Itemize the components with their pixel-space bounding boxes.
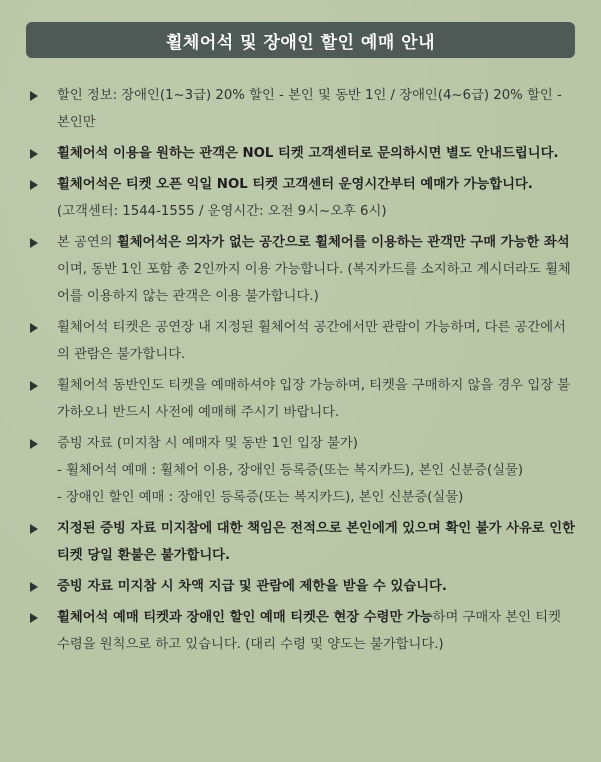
list-item-wheelchair-seat-policy xyxy=(26,229,575,310)
triangle-bullet-icon xyxy=(30,149,38,159)
triangle-bullet-icon xyxy=(30,238,38,248)
list-item-discount-info xyxy=(26,82,575,136)
triangle-bullet-icon xyxy=(30,180,38,190)
triangle-bullet-icon xyxy=(30,439,38,449)
item-text-bold: 휠체어석 예매 티켓과 장애인 할인 예매 티켓은 현장 수령만 가능 xyxy=(57,610,433,625)
item-sub-wheelchair: - 휠체어석 예매 : 휠체어 이용, 장애인 등록증(또는 복지카드), 본인 신분증(실물) xyxy=(57,463,524,478)
list-item-refund-policy xyxy=(26,515,575,569)
list-item-viewing-restriction xyxy=(26,573,575,600)
item-text-post: 하며 구매자 본인 티켓 수령을 원칙으로 하고 있습니다. (대리 수령 및 양도는 불가합니다.) xyxy=(57,610,561,652)
item-text-bold: 휠체어석은 의자가 없는 공간으로 휠체어를 이용하는 관객만 구매 가능한 좌석 xyxy=(116,235,570,250)
item-sub-discount: - 장애인 할인 예매 : 장애인 등록증(또는 복지카드), 본인 신분증(실물) xyxy=(57,490,464,505)
page-title: 휠체어석 및 장애인 할인 예매 안내 xyxy=(26,22,575,58)
item-text: 휠체어석은 티켓 오픈 익일 NOL 티켓 고객센터 운영시간부터 예매가 가능합니다. xyxy=(57,177,533,192)
triangle-bullet-icon xyxy=(30,613,38,623)
item-text-pre: 본 공연의 xyxy=(57,235,117,250)
notice-list xyxy=(26,58,575,658)
list-item-onsite-pickup xyxy=(26,604,575,658)
item-text: 휠체어석 티켓은 공연장 내 지정된 휠체어석 공간에서만 관람이 가능하며, 다른 공간에서의 관람은 불가합니다. xyxy=(57,320,566,362)
list-item-wheelchair-inquiry xyxy=(26,140,575,167)
list-item-documents xyxy=(26,430,575,511)
item-text-post: 이며, 동반 1인 포함 총 2인까지 이용 가능합니다. (복지카드를 소지하고 계시더라도 휠체어를 이용하지 않는 관객은 이용 불가합니다.) xyxy=(57,262,571,304)
triangle-bullet-icon xyxy=(30,524,38,534)
triangle-bullet-icon xyxy=(30,582,38,592)
triangle-bullet-icon xyxy=(30,381,38,391)
list-item-designated-area xyxy=(26,314,575,368)
item-note: (고객센터: 1544-1555 / 운영시간: 오전 9시~오후 6시) xyxy=(57,204,387,219)
item-text: 할인 정보: 장애인(1~3급) 20% 할인 - 본인 및 동반 1인 / 장애인(4~6급) 20% 할인 - 본인만 xyxy=(57,88,562,130)
list-item-companion-ticket xyxy=(26,372,575,426)
triangle-bullet-icon xyxy=(30,91,38,101)
item-text: 증빙 자료 (미지참 시 예매자 및 동반 1인 입장 불가) xyxy=(57,436,358,451)
item-text: 휠체어석 동반인도 티켓을 예매하셔야 입장 가능하며, 티켓을 구매하지 않을 경우 입장 불가하오니 반드시 사전에 예매해 주시기 바랍니다. xyxy=(57,378,571,420)
triangle-bullet-icon xyxy=(30,323,38,333)
item-text: 지정된 증빙 자료 미지참에 대한 책임은 전적으로 본인에게 있으며 확인 불가 사유로 인한 티켓 당일 환불은 불가합니다. xyxy=(57,521,575,563)
list-item-wheelchair-booking-time xyxy=(26,171,575,225)
item-text: 휠체어석 이용을 원하는 관객은 NOL 티켓 고객센터로 문의하시면 별도 안내드립니다. xyxy=(57,146,559,161)
item-text: 증빙 자료 미지참 시 차액 지급 및 관람에 제한을 받을 수 있습니다. xyxy=(57,579,447,594)
